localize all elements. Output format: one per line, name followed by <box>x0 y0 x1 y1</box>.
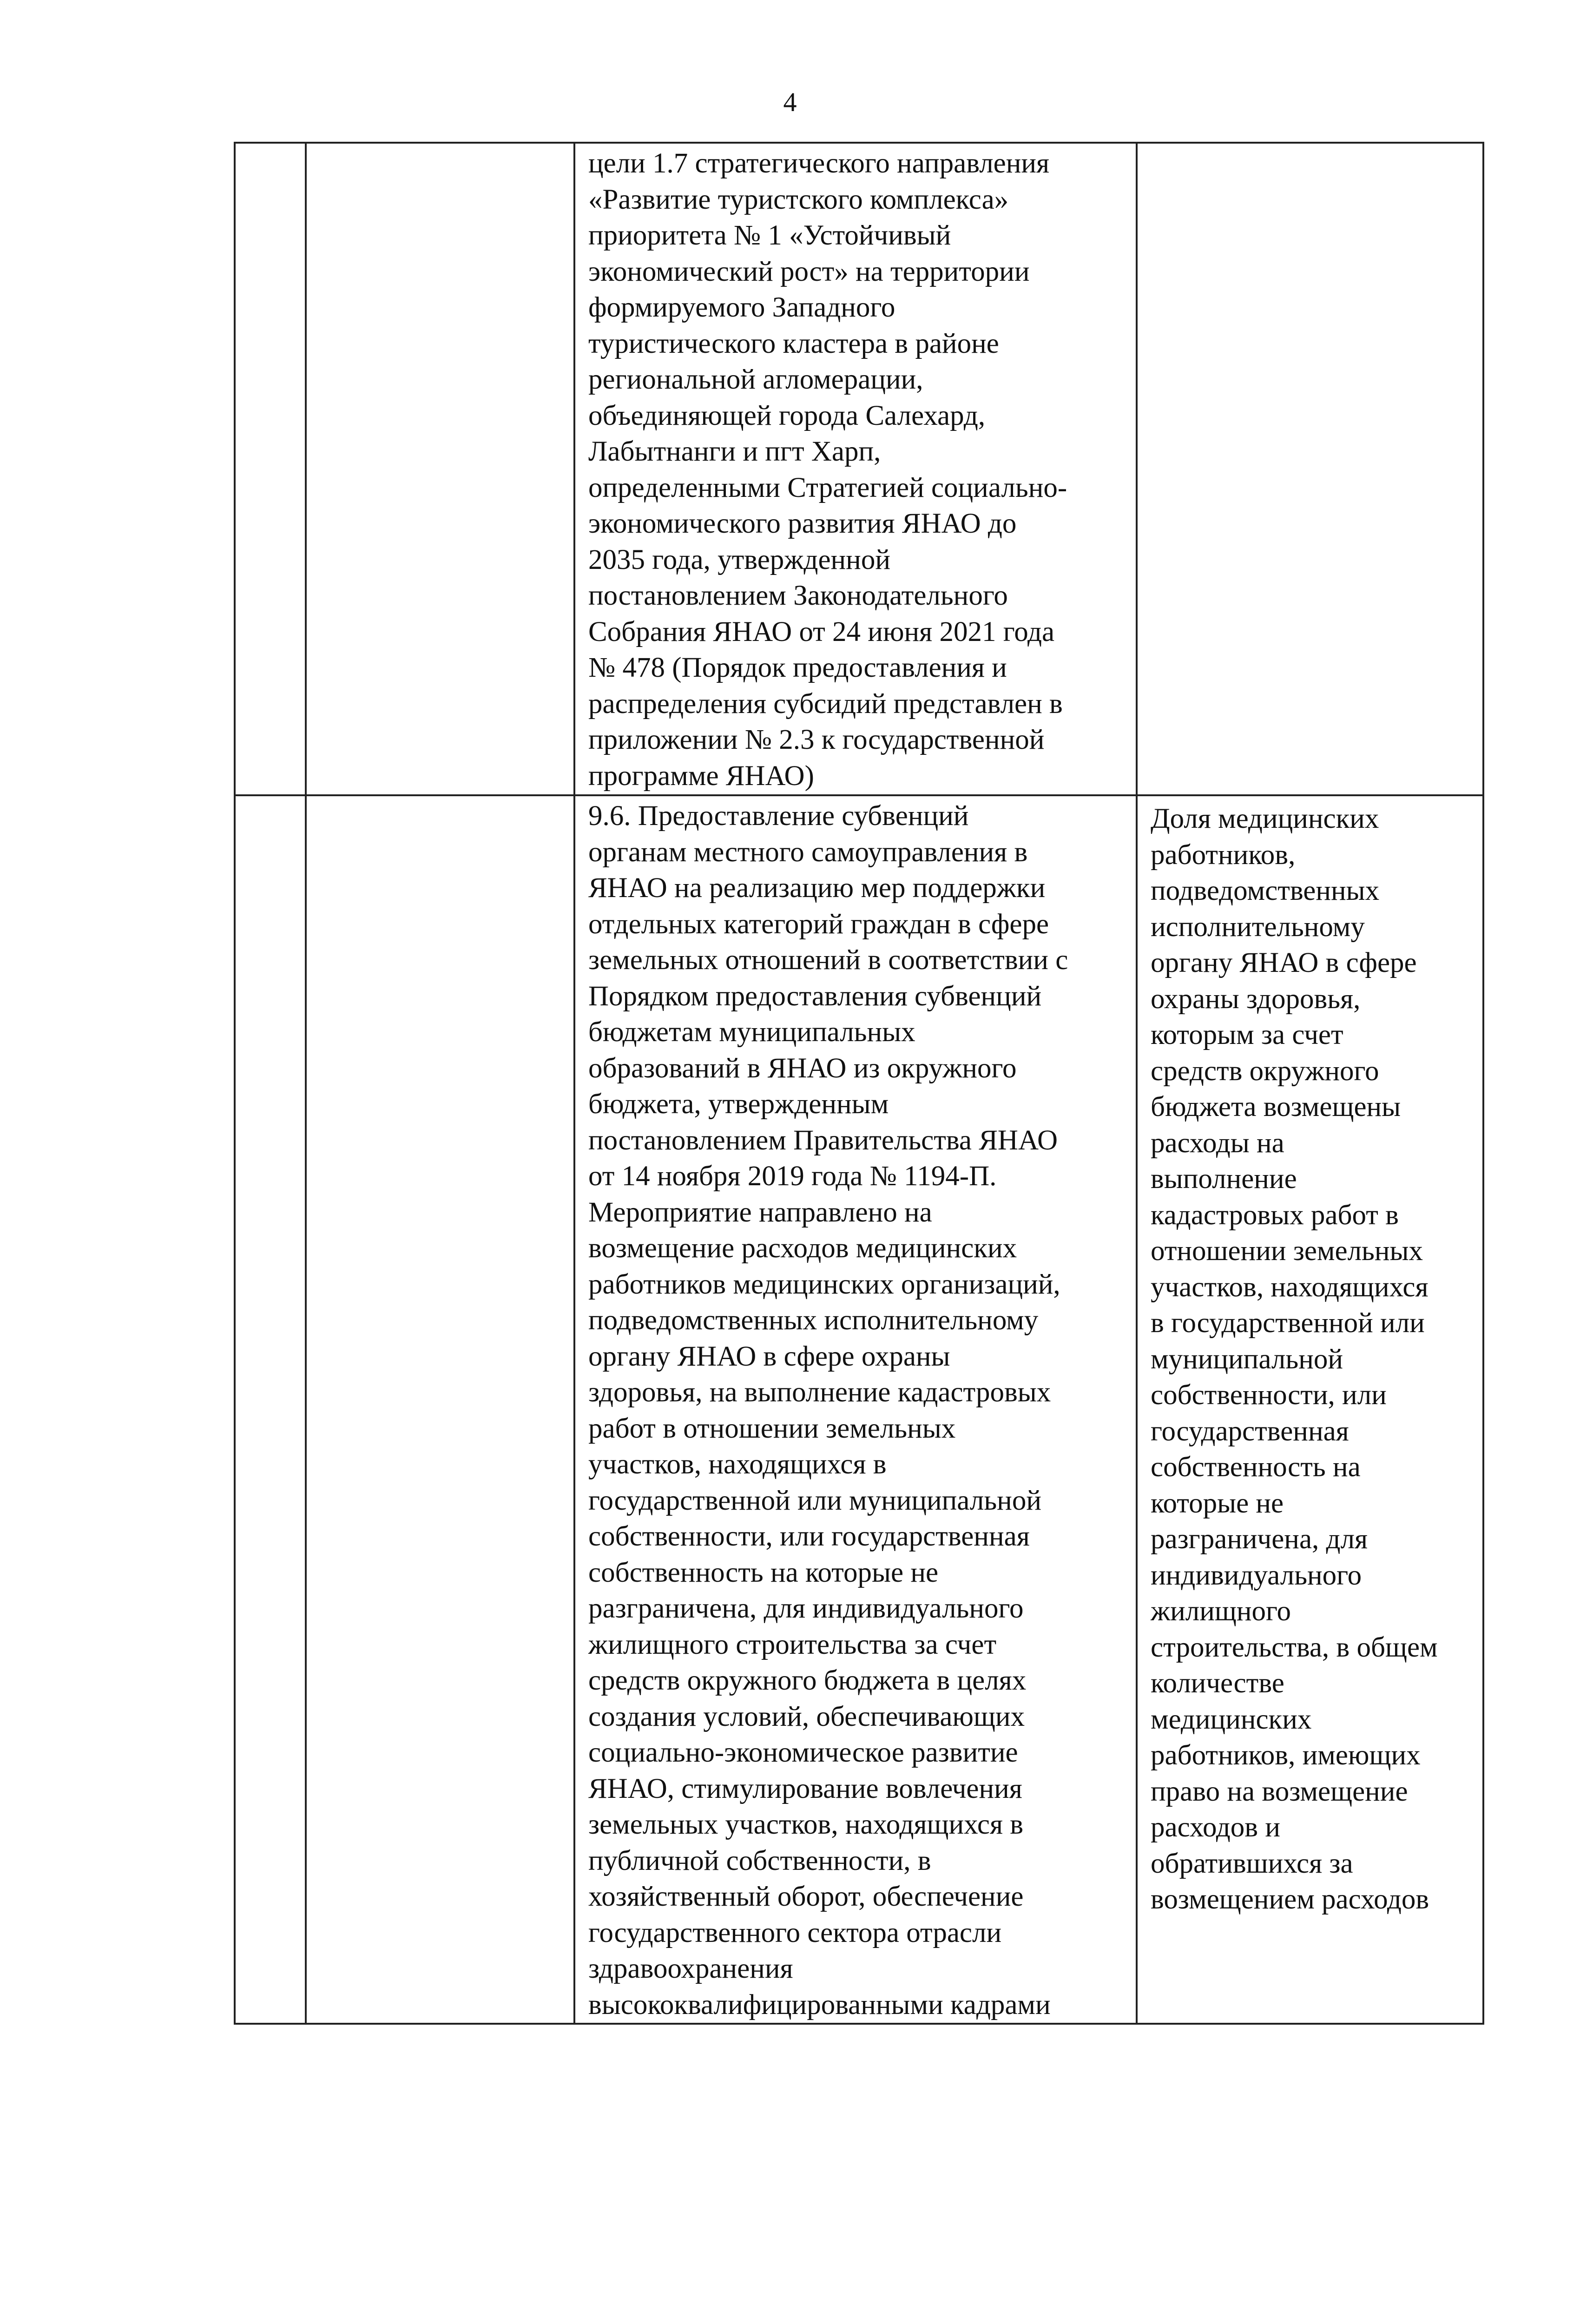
page-number: 4 <box>783 87 797 117</box>
indicator-text <box>1138 144 1482 148</box>
program-cell <box>306 143 574 795</box>
program-cell <box>306 795 574 2024</box>
indicator-cell <box>1137 143 1483 795</box>
number-cell <box>235 795 306 2024</box>
program-table <box>234 142 1484 2025</box>
indicator-cell <box>1137 795 1483 2024</box>
description-cell <box>574 143 1137 795</box>
table-row <box>235 143 1483 795</box>
description-cell <box>574 795 1137 2024</box>
number-cell <box>235 143 306 795</box>
description-text: цели 1.7 стратегического направления «Развитие туристского комплекса» приоритета № 1 «Устойчивый экономический рост» на территории формируемого Западного туристического кластера в районе региональной агломерации, объединяющей города Салехард, Лабытнанги и пгт Харп, определенными Стратегией социально- экономического развития ЯНАО до 2035 года, утвержденной постановлением Законодательного Собрания ЯНАО от 24 июня 2021 года № 478 (Порядок предоставления и распределения субсидий представлен в приложении № 2.3 к государственной программе ЯНАО) <box>588 148 1067 792</box>
indicator-text: Доля медицинских работников, подведомственных исполнительному органу ЯНАО в сфере охраны здоровья, которым за счет средств окружного бюджета возмещены расходы на выполнение кадастровых работ в отношении земельных участков, находящихся в государственной или муниципальной собственности, или государственная собственность на которые не разграничена, для индивидуального жилищного строительства, в общем количестве медицинских работников, имеющих право на возмещение расходов и обратившихся за возмещением расходов <box>1151 803 1438 1915</box>
description-text: 9.6. Предоставление субвенций органам местного самоуправления в ЯНАО на реализацию мер поддержки отдельных категорий граждан в сфере земельных отношений в соответствии с Порядком предоставления субвенций бюджетам муниципальных образований в ЯНАО из окружного бюджета, утвержденным постановлением Правительства ЯНАО от 14 ноября 2019 года № 1194-П. Мероприятие направлено на возмещение расходов медицинских работников медицинских организаций, подведомственных исполнительному органу ЯНАО в сфере охраны здоровья, на выполнение кадастровых работ в отношении земельных участков, находящихся в государственной или муниципальной собственности, или государственная собственность на которые не разграничена, для индивидуального жилищного строительства за счет средств окружного бюджета в целях создания условий, обеспечивающих социально-экономическое развитие ЯНАО, стимулирование вовлечения земельных участков, находящихся в публичной собственности, в хозяйственный оборот, обеспечение государственного сектора отрасли здравоохранения высококвалифицированными кадрами <box>588 800 1068 2020</box>
table-row <box>235 795 1483 2024</box>
